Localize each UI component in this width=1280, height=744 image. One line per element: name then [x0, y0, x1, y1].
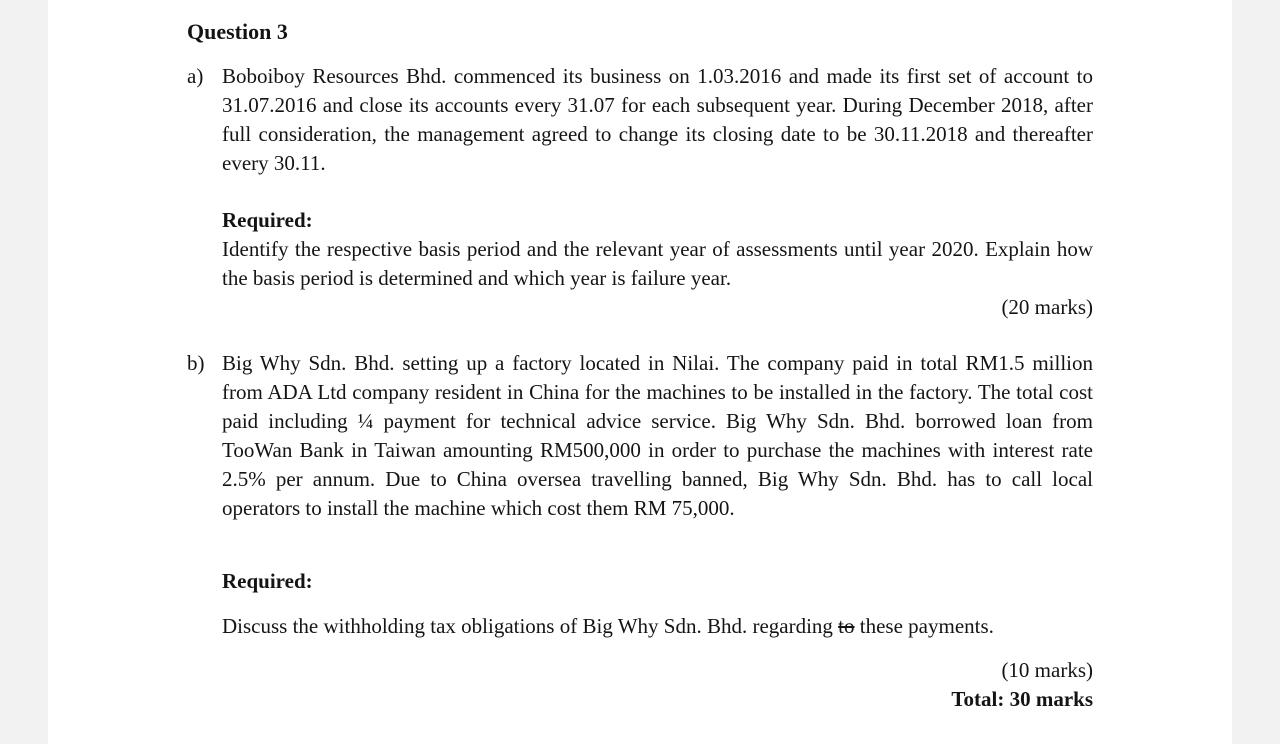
question-title: Question 3: [187, 19, 288, 44]
part-b-required-label: Required:: [222, 569, 313, 593]
part-b-required-text-after: these payments.: [854, 614, 994, 638]
total-marks: Total: 30 marks: [951, 687, 1093, 711]
part-b-required-text: [222, 612, 1093, 641]
part-a-marks: (20 marks): [1001, 295, 1093, 319]
part-b-marks: (10 marks): [1001, 658, 1093, 682]
part-b-required: [222, 612, 1093, 641]
part-b-required-text-before: Discuss the withholding tax obligations of Big Why Sdn. Bhd. regarding: [222, 614, 839, 638]
part-b-marker: b): [187, 351, 205, 375]
part-a-body: [222, 62, 1093, 178]
part-a-required: [222, 206, 1093, 293]
part-a-required-text: Identify the respective basis period and the relevant year of assessments until year 2020. Explain how the basis period is determined and which year is failure year.: [222, 237, 1093, 290]
part-a-required-label: Required:: [222, 208, 313, 232]
part-a-paragraph: Boboiboy Resources Bhd. commenced its business on 1.03.2016 and made its first set of account to 31.07.2016 and close its accounts every 31.07 for each subsequent year. During December 2018, after full consideration, the management agreed to change its closing date to be 30.11.2018 and thereafter every 30.11.: [222, 64, 1093, 175]
part-b-required-text-strike: to: [838, 614, 855, 638]
part-b-body: [222, 349, 1093, 523]
part-b-required-label-wrap: [222, 567, 1093, 596]
document-page: [48, 0, 1232, 744]
part-a-marker: a): [187, 64, 204, 88]
part-b-paragraph: Big Why Sdn. Bhd. setting up a factory located in Nilai. The company paid in total RM1.5 million from ADA Ltd company resident in China for the machines to be installed in the factory. The total cost paid including ¼ payment for technical advice service. Big Why Sdn. Bhd. borrowed loan from TooWan Bank in Taiwan amounting RM500,000 in order to purchase the machines with interest rate 2.5% per annum. Due to China oversea travelling banned, Big Why Sdn. Bhd. has to call local operators to install the machine which cost them RM 75,000.: [222, 351, 1093, 520]
